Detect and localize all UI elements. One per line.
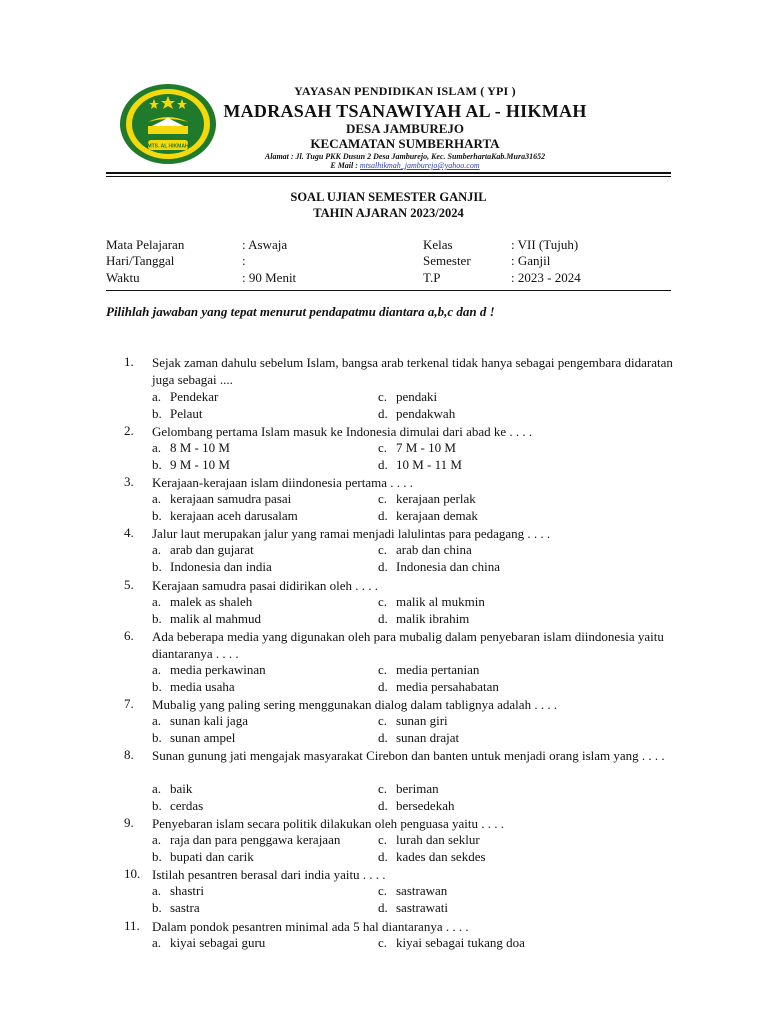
option-c[interactable]: c. sunan giri: [378, 713, 448, 728]
info-label-date: Hari/Tanggal: [106, 253, 175, 268]
option-a[interactable]: a. kerajaan samudra pasai: [152, 491, 292, 506]
info-value-semester: : Ganjil: [511, 253, 551, 268]
info-divider: [106, 290, 671, 291]
question-text: Dalam pondok pesantren minimal ada 5 hal diantaranya . . . .: [152, 919, 469, 934]
option-d[interactable]: d. Indonesia dan china: [378, 559, 500, 574]
option-c[interactable]: c. lurah dan seklur: [378, 832, 480, 847]
question-number: 5.: [124, 577, 134, 592]
option-d[interactable]: d. kerajaan demak: [378, 508, 478, 523]
question-number: 8.: [124, 747, 134, 762]
option-d[interactable]: d. media persahabatan: [378, 679, 499, 694]
option-d[interactable]: d. sastrawati: [378, 900, 448, 915]
option-b[interactable]: b. bupati dan carik: [152, 849, 254, 864]
question-number: 7.: [124, 696, 134, 711]
info-value-subject: : Aswaja: [242, 237, 288, 252]
question-text: Penyebaran islam secara politik dilakukan oleh penguasa yaitu . . . .: [152, 816, 504, 831]
svg-text:MTS. AL HIKMAH: MTS. AL HIKMAH: [147, 143, 189, 150]
option-a[interactable]: a. Pendekar: [152, 389, 219, 404]
question-text: Mubalig yang paling sering menggunakan dialog dalam tablignya adalah . . . .: [152, 697, 558, 712]
option-c[interactable]: c. 7 M - 10 M: [378, 440, 456, 455]
option-b[interactable]: b. 9 M - 10 M: [152, 457, 230, 472]
option-c[interactable]: c. sastrawan: [378, 883, 448, 898]
option-a[interactable]: a. shastri: [152, 883, 204, 898]
question-text: Kerajaan-kerajaan islam diindonesia pertama . . . .: [152, 475, 413, 490]
option-a[interactable]: a. media perkawinan: [152, 662, 266, 677]
question-number: 9.: [124, 815, 134, 830]
option-c[interactable]: c. kerajaan perlak: [378, 491, 476, 506]
option-a[interactable]: a. arab dan gujarat: [152, 542, 254, 557]
option-d[interactable]: d. 10 M - 11 M: [378, 457, 462, 472]
info-value-time: : 90 Menit: [242, 270, 297, 285]
question-text: Sejak zaman dahulu sebelum Islam, bangsa arab terkenal tidak hanya sebagai pengembara didaratan juga sebagai ....: [152, 355, 673, 387]
question-number: 3.: [124, 474, 134, 489]
option-a[interactable]: a. baik: [152, 781, 193, 796]
option-b[interactable]: b. sastra: [152, 900, 200, 915]
instruction-text: Pilihlah jawaban yang tepat menurut pendapatmu diantara a,b,c dan d !: [106, 304, 495, 319]
info-value-tp: : 2023 - 2024: [511, 270, 581, 285]
option-c[interactable]: c. pendaki: [378, 389, 438, 404]
option-b[interactable]: b. cerdas: [152, 798, 204, 813]
option-d[interactable]: d. bersedekah: [378, 798, 455, 813]
question-number: 2.: [124, 423, 134, 438]
info-label-time: Waktu: [106, 270, 140, 285]
question-text: Kerajaan samudra pasai didirikan oleh . . . .: [152, 578, 378, 593]
academic-year-title: TAHIN AJARAN 2023/2024: [313, 206, 464, 220]
option-a[interactable]: a. kiyai sebagai guru: [152, 935, 266, 950]
option-c[interactable]: c. kiyai sebagai tukang doa: [378, 935, 525, 950]
email-line: [220, 161, 590, 170]
option-d[interactable]: d. pendakwah: [378, 406, 456, 421]
option-c[interactable]: c. malik al mukmin: [378, 594, 485, 609]
option-c[interactable]: c. arab dan china: [378, 542, 472, 557]
option-d[interactable]: d. malik ibrahim: [378, 611, 470, 626]
school-address: Alamat : Jl. Tugu PKK Dusun 2 Desa Jamburejo, Kec. SumberhartaKab.Mura31652: [264, 152, 546, 161]
option-c[interactable]: c. beriman: [378, 781, 439, 796]
option-b[interactable]: b. Indonesia dan india: [152, 559, 272, 574]
question-number: 6.: [124, 628, 134, 643]
option-b[interactable]: b. media usaha: [152, 679, 235, 694]
option-d[interactable]: d. kades dan sekdes: [378, 849, 486, 864]
option-b[interactable]: b. kerajaan aceh darusalam: [152, 508, 298, 523]
question-text: Istilah pesantren berasal dari india yaitu . . . .: [152, 867, 386, 882]
info-value-date: :: [242, 253, 246, 268]
question-text: Jalur laut merupakan jalur yang ramai menjadi lalulintas para pedagang . . . .: [152, 526, 551, 541]
school-logo: [118, 82, 218, 166]
foundation-name: YAYASAN PENDIDIKAN ISLAM ( YPI ): [294, 84, 516, 98]
district-name: KECAMATAN SUMBERHARTA: [310, 136, 500, 151]
header-divider-thick: [106, 172, 671, 174]
info-label-semester: Semester: [423, 253, 471, 268]
option-a[interactable]: a. sunan kali jaga: [152, 713, 248, 728]
exam-title: SOAL UJIAN SEMESTER GANJIL: [290, 190, 487, 204]
question-number: 11.: [124, 918, 140, 933]
option-a[interactable]: a. raja dan para penggawa kerajaan: [152, 832, 341, 847]
info-label-subject: Mata Pelajaran: [106, 237, 185, 252]
option-b[interactable]: b. Pelaut: [152, 406, 203, 421]
question-number: 1.: [124, 354, 134, 369]
question-number: 10.: [124, 866, 141, 881]
option-b[interactable]: b. sunan ampel: [152, 730, 236, 745]
info-value-class: : VII (Tujuh): [511, 237, 579, 252]
email-link[interactable]: mtsalhikmah_jamburejo@yahoo.com: [359, 161, 480, 170]
info-label-tp: T.P: [423, 270, 441, 285]
school-name: MADRASAH TSANAWIYAH AL - HIKMAH: [223, 101, 587, 121]
option-a[interactable]: a. 8 M - 10 M: [152, 440, 230, 455]
header-divider-thin: [106, 176, 671, 177]
info-label-class: Kelas: [423, 237, 453, 252]
question-text: Ada beberapa media yang digunakan oleh para mubalig dalam penyebaran islam diindonesia yaitu diantaranya . . . .: [152, 629, 664, 661]
option-a[interactable]: a. malek as shaleh: [152, 594, 253, 609]
option-b[interactable]: b. malik al mahmud: [152, 611, 261, 626]
option-c[interactable]: c. media pertanian: [378, 662, 480, 677]
question-number: 4.: [124, 525, 134, 540]
village-name: DESA JAMBUREJO: [345, 121, 465, 136]
email-label: E Mail :: [330, 161, 360, 170]
question-text: Gelombang pertama Islam masuk ke Indonesia dimulai dari abad ke . . . .: [152, 424, 533, 439]
option-d[interactable]: d. sunan drajat: [378, 730, 460, 745]
question-text: Sunan gunung jati mengajak masyarakat Cirebon dan banten untuk menjadi orang islam yang . . . .: [152, 748, 665, 763]
